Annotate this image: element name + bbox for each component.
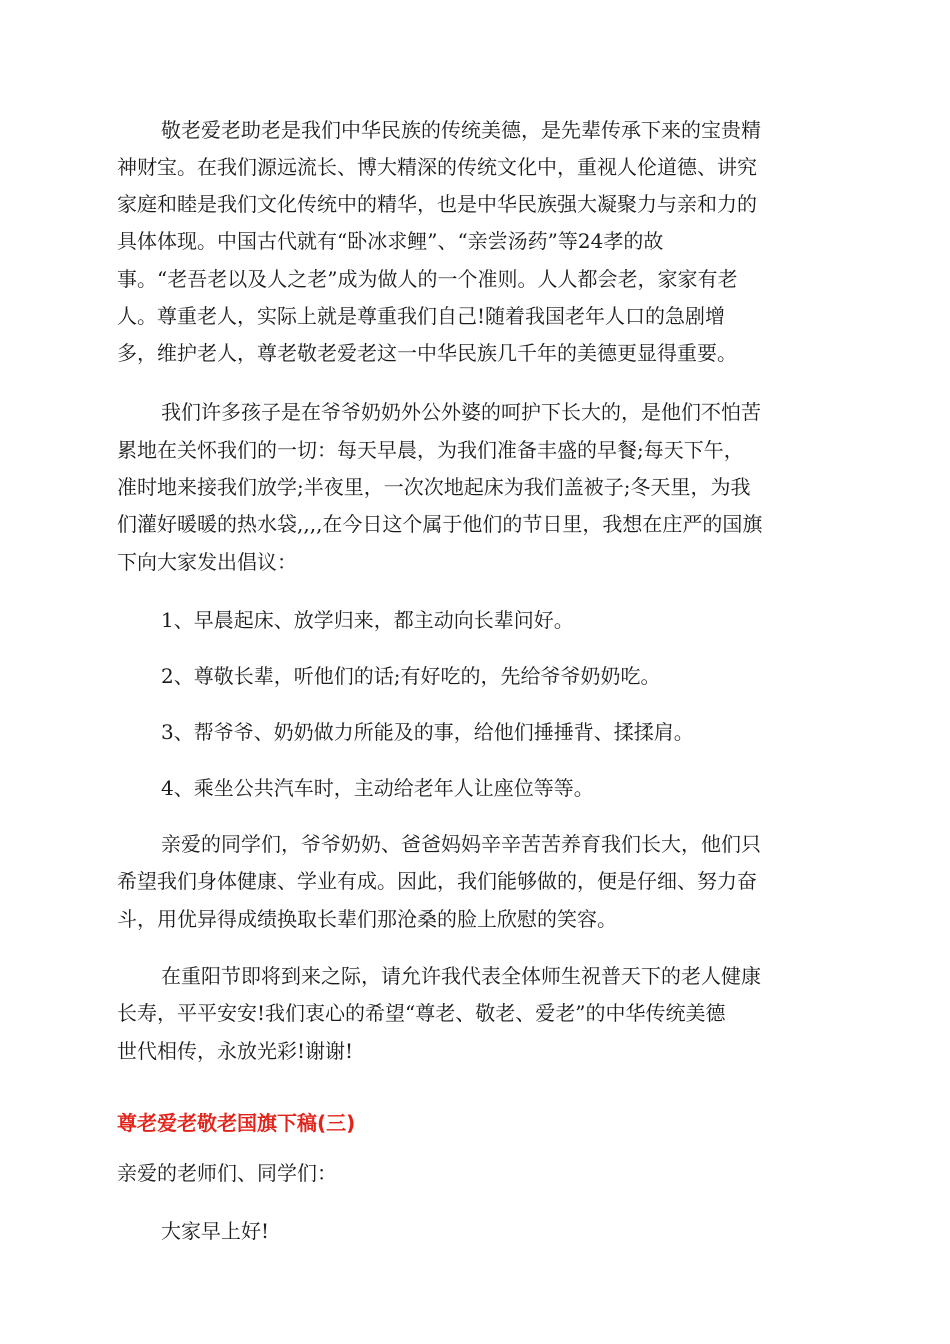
- text-line: 神财宝。在我们源远流长、博大精深的传统文化中，重视人伦道德、讲究: [117, 155, 757, 179]
- text-line: 亲爱的同学们，爷爷奶奶、爸爸妈妈辛辛苦苦养育我们长大，他们只: [161, 832, 761, 856]
- text-line: 多，维护老人，尊老敬老爱老这一中华民族几千年的美德更显得重要。: [117, 341, 737, 365]
- text-line: 家庭和睦是我们文化传统中的精华，也是中华民族强大凝聚力与亲和力的: [117, 192, 757, 216]
- text-line: 在重阳节即将到来之际，请允许我代表全体师生祝普天下的老人健康: [161, 964, 761, 988]
- text-line: 事。“老吾老以及人之老”成为做人的一个准则。人人都会老，家家有老: [117, 267, 738, 291]
- text-line: 希望我们身体健康、学业有成。因此，我们能够做的，便是仔细、努力奋: [117, 869, 757, 893]
- list-item: 3、帮爷爷、奶奶做力所能及的事，给他们捶捶背、揉揉肩。: [161, 720, 694, 744]
- text-line: 人。尊重老人，实际上就是尊重我们自己!随着我国老年人口的急剧增: [117, 304, 726, 328]
- greeting: 亲爱的老师们、同学们：: [117, 1161, 337, 1185]
- text-line: 敬老爱老助老是我们中华民族的传统美德，是先辈传承下来的宝贵精: [161, 118, 761, 142]
- text-line: 斗，用优异得成绩换取长辈们那沧桑的脸上欣慰的笑容。: [117, 907, 617, 931]
- text-line: 世代相传，永放光彩!谢谢!: [117, 1039, 354, 1063]
- text-line: 下向大家发出倡议：: [117, 550, 297, 574]
- text-line: 准时地来接我们放学;半夜里，一次次地起床为我们盖被子;冬天里，为我: [117, 475, 751, 499]
- text-line: 具体体现。中国古代就有“卧冰求鲤”、“亲尝汤药”等24孝的故: [117, 229, 664, 253]
- section-heading: 尊老爱老敬老国旗下稿(三): [117, 1111, 356, 1135]
- text-line: 长寿，平平安安!我们衷心的希望“尊老、敬老、爱老”的中华传统美德: [117, 1001, 726, 1025]
- list-item: 4、乘坐公共汽车时，主动给老年人让座位等等。: [161, 776, 594, 800]
- list-item: 2、尊敬长辈，听他们的话;有好吃的，先给爷爷奶奶吃。: [161, 664, 661, 688]
- text-line: 们灌好暖暖的热水袋,,,,在今日这个属于他们的节日里，我想在庄严的国旗: [117, 512, 763, 536]
- text-line: 我们许多孩子是在爷爷奶奶外公外婆的呵护下长大的，是他们不怕苦: [161, 400, 761, 424]
- text-line: 累地在关怀我们的一切：每天早晨，为我们准备丰盛的早餐;每天下午，: [117, 438, 744, 462]
- list-item: 1、早晨起床、放学归来，都主动向长辈问好。: [161, 608, 574, 632]
- opening-line: 大家早上好!: [161, 1219, 270, 1243]
